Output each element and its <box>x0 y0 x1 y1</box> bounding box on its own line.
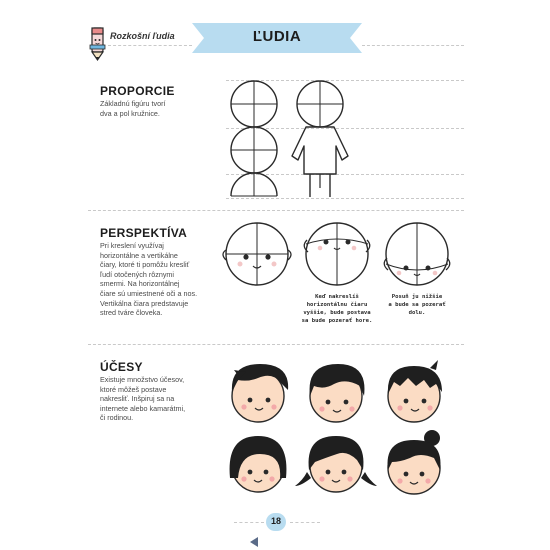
proportion-circles-drawing <box>225 76 285 206</box>
text-line: ktoré môžeš postave <box>100 384 167 394</box>
text-line: čiare sú umiestnené oči a nos. <box>100 288 198 298</box>
hairstyle-boy-2 <box>298 356 376 428</box>
section-divider <box>88 344 464 345</box>
note-line: horizontálnu čiaru <box>306 302 368 308</box>
note-line: a bude sa pozerať <box>388 302 446 308</box>
header-divider-left <box>108 45 192 46</box>
head-looking-down-drawing <box>377 220 457 290</box>
text-line: Základnú figúru tvorí <box>100 99 166 108</box>
page-number: 18 <box>270 516 281 526</box>
footer-divider-right <box>290 522 320 523</box>
note-line: sa bude pozerať hore. <box>301 318 373 324</box>
text-line: horizontálne a vertikálne <box>100 250 178 260</box>
book-title: Rozkošní ľudia <box>110 31 175 41</box>
text-line: Pri kreslení využívaj <box>100 241 164 250</box>
section-text-proporcie <box>100 99 166 118</box>
triangle-left-icon[interactable] <box>250 537 260 547</box>
note-line: Posuň ju nižšie <box>391 294 443 300</box>
proportion-figure-drawing <box>284 76 354 206</box>
text-line: čiary, ktoré ti pomôžu kresliť <box>100 260 190 270</box>
text-line: dva a pol kružnice. <box>100 108 160 118</box>
chapter-title: ĽUDIA <box>252 28 302 45</box>
text-line: nakresliť. Inšpiruj sa na <box>100 394 175 404</box>
text-line: Vertikálna čiara predstavuje <box>100 298 189 308</box>
section-text-uces <box>100 375 185 423</box>
head-front-drawing <box>217 220 297 290</box>
text-line: Existuje množstvo účesov, <box>100 375 185 384</box>
text-line: internete alebo kamarátmi, <box>100 403 186 413</box>
section-text-perspektiva <box>100 241 197 318</box>
note-looking-down <box>377 293 457 317</box>
note-line: dolu. <box>408 310 426 316</box>
section-title-uces: ÚČESY <box>100 360 143 374</box>
section-title-perspektiva: PERSPEKTÍVA <box>100 226 188 240</box>
head-looking-up-drawing <box>297 220 377 290</box>
hairstyle-boy-1 <box>220 356 298 428</box>
pencil-mascot-icon <box>88 24 108 58</box>
footer-divider-left <box>234 522 264 523</box>
hairstyle-girl-3 <box>376 428 454 500</box>
note-line: vyššie, bude postava <box>303 310 371 316</box>
header-divider-right <box>362 45 464 46</box>
hairstyle-boy-3 <box>376 356 454 428</box>
section-title-proporcie: PROPORCIE <box>100 84 175 98</box>
text-line: ľudí otočených rôznymi <box>100 269 175 279</box>
text-line: či rodinou. <box>100 413 134 423</box>
section-divider <box>88 210 464 211</box>
hairstyle-girl-1 <box>220 428 298 500</box>
text-line: stred tváre človeka. <box>100 308 163 318</box>
text-line: smermi. Na horizontálnej <box>100 279 180 289</box>
note-looking-up <box>297 293 377 325</box>
note-line: Keď nakreslíš <box>315 294 359 300</box>
hairstyle-girl-2 <box>293 428 381 500</box>
